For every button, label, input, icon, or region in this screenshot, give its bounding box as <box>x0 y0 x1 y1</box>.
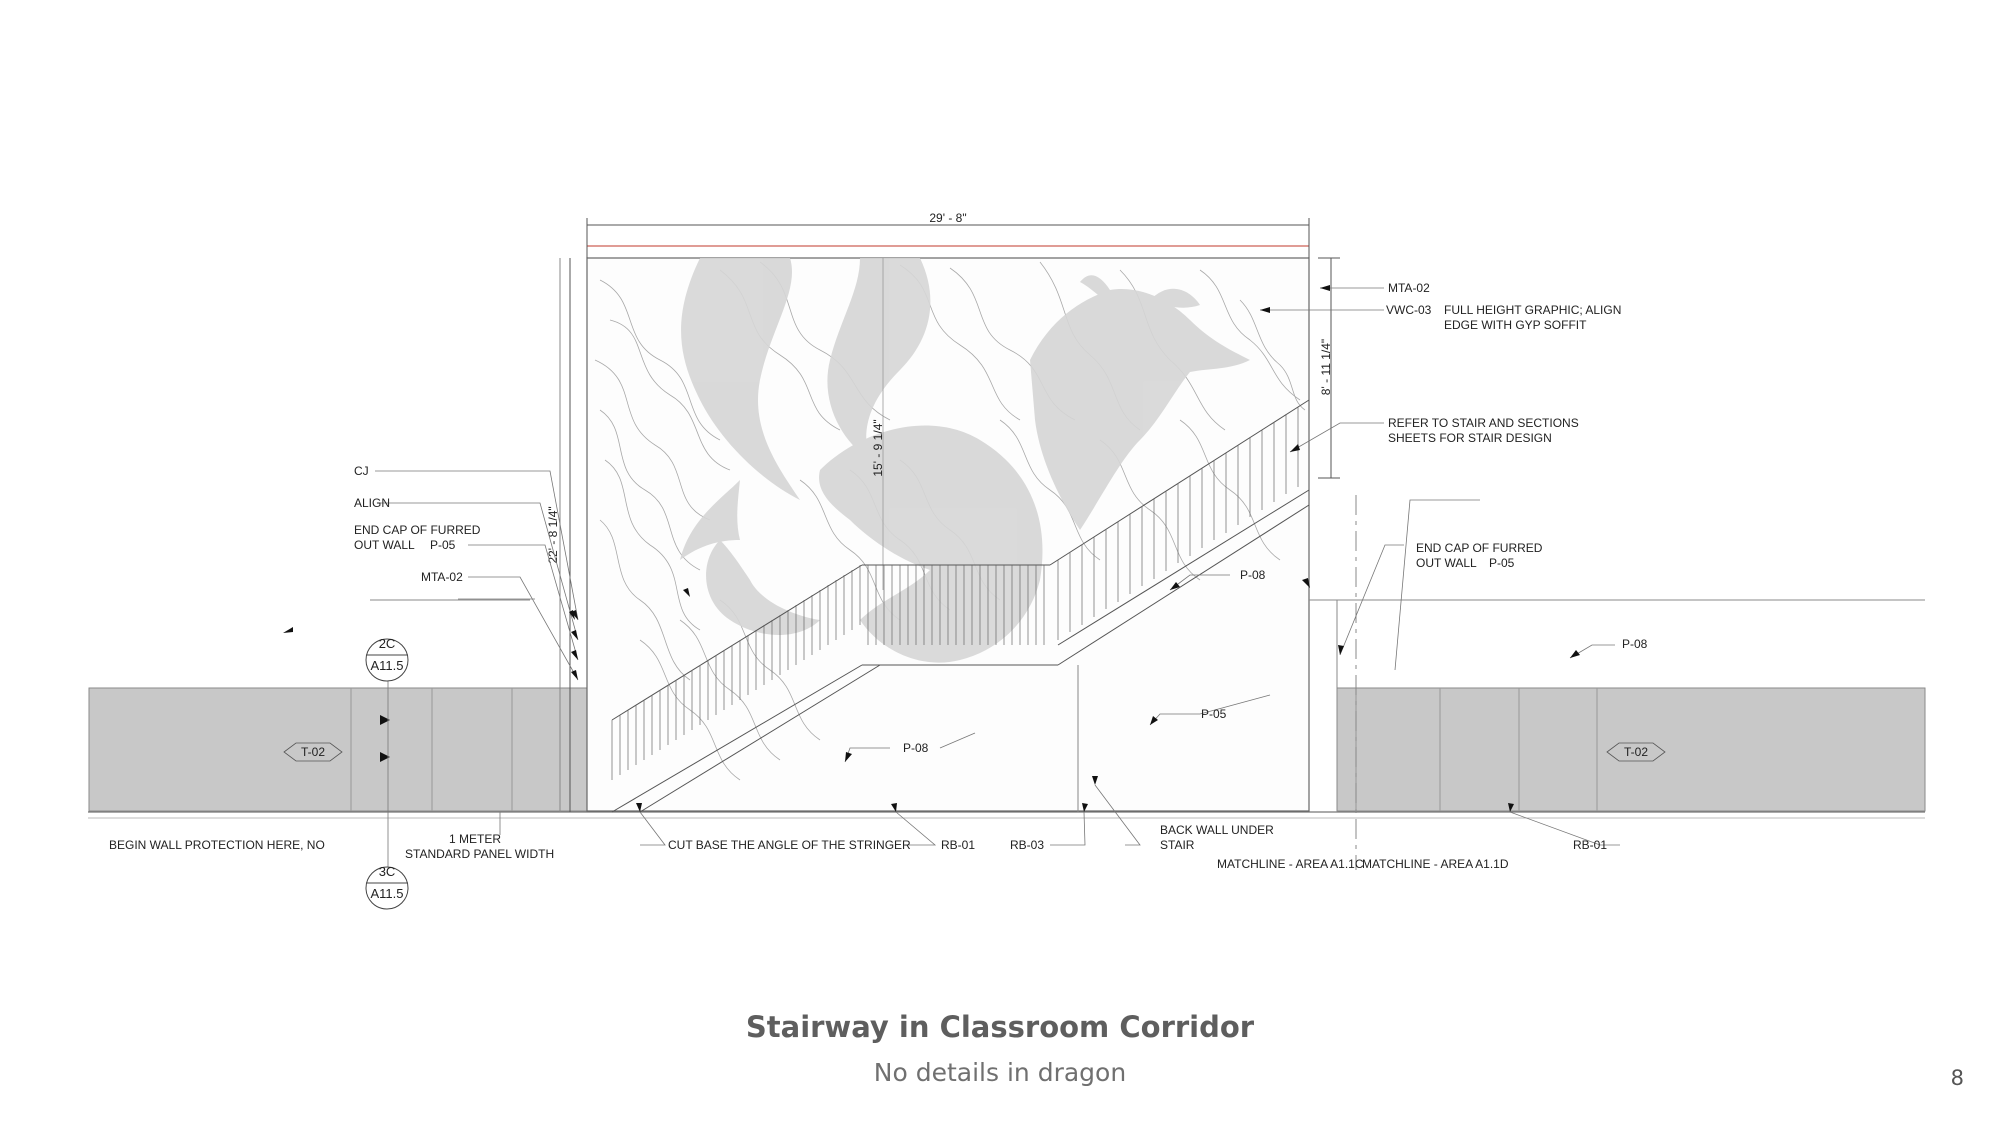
note-begin-wall: BEGIN WALL PROTECTION HERE, NO <box>109 838 325 852</box>
section-marker-2c[interactable] <box>366 636 408 681</box>
note-refer-1: REFER TO STAIR AND SECTIONS <box>1388 416 1579 430</box>
note-cj: CJ <box>354 464 369 478</box>
tag-p05-left: P-05 <box>430 538 456 552</box>
dimension-upper-height-label: 8' - 11 1/4" <box>1319 338 1333 396</box>
dimension-upper-height <box>1318 258 1340 478</box>
page-number: 8 <box>1950 1066 1964 1090</box>
dimension-graphic-height-label: 15' - 9 1/4" <box>871 419 885 477</box>
tag-p08-far-right: P-08 <box>1622 637 1648 651</box>
note-meter-1: 1 METER <box>449 832 502 846</box>
section-marker-2c-sheet: A11.5 <box>370 658 404 673</box>
note-end-cap-right-2: OUT WALL <box>1416 556 1477 570</box>
section-marker-3c-sheet: A11.5 <box>370 886 404 901</box>
note-back-wall-2: STAIR <box>1160 838 1195 852</box>
dimension-graphic-height <box>871 419 885 476</box>
tag-p05-right: P-05 <box>1489 556 1515 570</box>
note-cut-base: CUT BASE THE ANGLE OF THE STRINGER <box>668 838 911 852</box>
note-full-height-1: FULL HEIGHT GRAPHIC; ALIGN <box>1444 303 1622 317</box>
note-end-cap-right-1: END CAP OF FURRED <box>1416 541 1543 555</box>
tag-rb01-right: RB-01 <box>1573 838 1608 852</box>
slide-subtitle: No details in dragon <box>873 1058 1127 1087</box>
tag-p05-under: P-05 <box>1201 707 1227 721</box>
tag-mta02-right: MTA-02 <box>1388 281 1430 295</box>
note-matchline-d: MATCHLINE - AREA A1.1D <box>1362 857 1509 871</box>
tag-rb03: RB-03 <box>1010 838 1045 852</box>
tag-rb01-left: RB-01 <box>941 838 976 852</box>
note-end-cap-left-2: OUT WALL <box>354 538 415 552</box>
section-marker-3c-id: 3C <box>378 864 396 879</box>
graphic-wall <box>587 258 1309 811</box>
note-end-cap-left-1: END CAP OF FURRED <box>354 523 481 537</box>
tag-vwc03: VWC-03 <box>1386 303 1432 317</box>
dimension-overall-width <box>587 211 1309 258</box>
note-full-height-2: EDGE WITH GYP SOFFIT <box>1444 318 1587 332</box>
note-back-wall-1: BACK WALL UNDER <box>1160 823 1274 837</box>
slide-title: Stairway in Classroom Corridor <box>745 1010 1255 1044</box>
dimension-total-height-label: 22' - 8 1/4" <box>546 506 560 564</box>
tag-p08-stair: P-08 <box>1240 568 1266 582</box>
section-marker-3c[interactable] <box>366 864 408 909</box>
tag-p08-under: P-08 <box>903 741 929 755</box>
dimension-width-label: 29' - 8" <box>929 211 967 225</box>
tag-t02-right: T-02 <box>1623 745 1649 759</box>
section-marker-2c-id: 2C <box>378 636 396 651</box>
note-meter-2: STANDARD PANEL WIDTH <box>405 847 555 861</box>
note-matchline-c: MATCHLINE - AREA A1.1C <box>1217 857 1364 871</box>
note-refer-2: SHEETS FOR STAIR DESIGN <box>1388 431 1552 445</box>
tag-mta02-left: MTA-02 <box>421 570 463 584</box>
tag-t02-left: T-02 <box>300 745 326 759</box>
note-align: ALIGN <box>354 496 391 510</box>
